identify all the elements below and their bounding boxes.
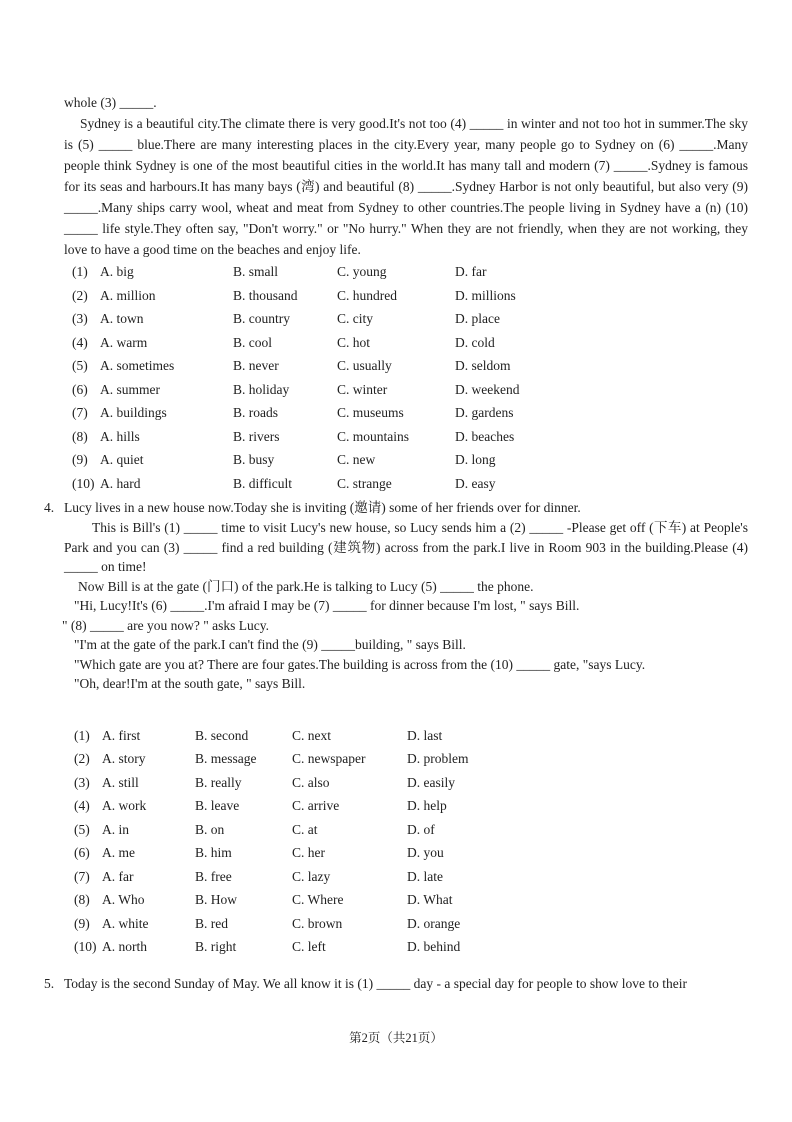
option-b: B. country [233,311,290,326]
option-row [72,260,748,284]
option-c: C. hot [337,334,371,350]
option-row [74,724,748,748]
q4-paragraph-4: " (8) _____ are you now? " asks Lucy. [62,617,269,633]
option-b: B. cool [233,334,272,350]
option-a: A. story [102,751,146,766]
option-c: C. mountains [337,428,410,444]
option-d: D. late [407,868,443,884]
option-row [72,425,748,449]
option-d: D. orange [407,915,461,931]
page-footer: 第2页（共21页） [349,1031,443,1045]
option-c: C. newspaper [292,751,366,766]
option-b: B. him [195,845,232,860]
question-4 [44,497,748,518]
option-number: (7) [74,868,90,884]
option-b: B. never [233,358,279,373]
option-number: (4) [72,334,88,350]
option-c: C. hundred [337,287,397,303]
option-row [74,935,748,959]
option-b: B. message [195,751,257,766]
option-row [72,472,748,496]
option-c: C. strange [337,475,392,491]
option-c: C. at [292,821,318,837]
option-number: (6) [72,381,88,397]
option-number: (8) [74,892,90,907]
option-c: C. young [337,264,387,279]
option-row [72,354,748,378]
option-a: A. million [100,287,156,303]
option-b: B. difficult [233,475,292,491]
option-d: D. far [455,264,487,279]
option-d: D. weekend [455,381,520,397]
q4-paragraph-1: This is Bill's (1) _____ time to visit Lucy's new house, so Lucy sends him a (2) _____ -Please get off (下车) at People's Park and you can (3) _____ find a red building (建筑物) across from the park.I live in Room 903 in the building.Please (4) _____ on time! [64,520,748,574]
option-b: B. holiday [233,381,290,397]
option-number: (5) [72,358,88,373]
option-row [72,331,748,355]
option-row [74,747,748,771]
option-row [74,888,748,912]
q4-paragraph-2: Now Bill is at the gate (门口) of the park.He is talking to Lucy (5) _____ the phone. [78,578,534,594]
option-c: C. arrive [292,798,340,813]
sydney-passage: Sydney is a beautiful city.The climate there is very good.It's not too (4) _____ in winter and not too hot in summer.The sky is (5) _____ blue.There are many interesting places in the city.Every year, many people go to Sydney on (6) _____.Many people think Sydney is one of the most beautiful cities in the world.It has many tall and modern (7) _____.Sydney is famous for its seas and harbours.It has many bays (湾) and beautiful (8) _____.Sydney Harbor is not only beautiful, but also very (9) _____.Many ships carry wool, wheat and meat from Sydney to other countries.The people living in Sydney have a (n) (10) _____ life style.They often say, "Don't worry." or "No hurry." When they are not friendly, when they are not working, they love to have a good time on the beaches and enjoy life. [64,116,748,257]
option-b: B. on [195,821,225,837]
option-a: A. buildings [100,405,167,420]
option-d: D. place [455,311,500,326]
option-number: (10) [72,475,95,491]
option-d: D. seldom [455,358,511,373]
option-b: B. busy [233,452,275,467]
question-5-text: Today is the second Sunday of May. We all know it is (1) _____ day - a special day for people to show love to their [64,975,687,991]
option-row [74,794,748,818]
option-a: A. big [100,264,134,279]
option-a: A. warm [100,334,148,350]
option-number: (8) [72,428,88,444]
option-row [74,912,748,936]
option-number: (1) [72,264,88,279]
options-block-sydney [64,260,748,495]
option-d: D. easily [407,774,455,790]
q4-paragraph-5: "I'm at the gate of the park.I can't find the (9) _____building, " says Bill. [74,637,466,652]
option-row [72,378,748,402]
option-a: A. work [102,798,147,813]
option-a: A. hills [100,428,140,444]
option-number: (1) [74,727,90,743]
option-number: (3) [74,774,90,790]
option-a: A. north [102,939,147,954]
option-number: (4) [74,798,90,813]
option-b: B. How [195,892,238,907]
option-a: A. summer [100,381,160,397]
option-c: C. also [292,774,330,790]
options-block-q4 [64,724,748,959]
option-b: B. leave [195,798,240,813]
option-c: C. lazy [292,868,331,884]
option-number: (2) [72,287,88,303]
question-5 [44,973,748,994]
option-c: C. museums [337,405,404,420]
option-d: D. last [407,727,443,743]
option-a: A. me [102,845,135,860]
option-d: D. gardens [455,405,514,420]
question-5-number: 5. [44,975,55,991]
option-c: C. her [292,845,325,860]
question-4-intro: Lucy lives in a new house now.Today she is inviting (邀请) some of her friends over for dinner. [64,500,581,515]
option-b: B. right [195,939,237,954]
option-a: A. sometimes [100,358,175,373]
option-row [74,865,748,889]
option-number: (9) [74,915,90,931]
option-c: C. new [337,452,376,467]
option-b: B. rivers [233,428,280,444]
option-b: B. thousand [233,287,298,303]
option-row [72,284,748,308]
option-b: B. red [195,915,228,931]
option-d: D. easy [455,475,496,491]
option-number: (10) [74,939,97,954]
option-c: C. usually [337,358,392,373]
option-c: C. Where [292,892,344,907]
option-a: A. town [100,311,144,326]
option-c: C. next [292,727,331,743]
option-d: D. long [455,452,496,467]
cloze3-tail-line: whole (3) _____. [64,95,157,110]
option-a: A. in [102,821,129,837]
option-b: B. second [195,727,249,743]
option-row [72,448,748,472]
option-d: D. problem [407,751,469,766]
option-d: D. What [407,892,453,907]
option-a: A. hard [100,475,141,491]
option-number: (2) [74,751,90,766]
option-d: D. cold [455,334,495,350]
option-number: (5) [74,821,90,837]
option-number: (6) [74,845,90,860]
option-a: A. Who [102,892,145,907]
option-number: (9) [72,452,88,467]
option-b: B. roads [233,405,278,420]
option-row [74,818,748,842]
q4-paragraph-3: "Hi, Lucy!It's (6) _____.I'm afraid I may be (7) _____ for dinner because I'm lost, " says Bill. [74,598,580,613]
option-a: A. still [102,774,139,790]
option-a: A. quiet [100,452,144,467]
option-a: A. far [102,868,134,884]
q4-paragraph-6: "Which gate are you at? There are four gates.The building is across from the (10) _____ gate, "says Lucy. [74,656,646,672]
option-row [74,771,748,795]
q4-paragraph-7: "Oh, dear!I'm at the south gate, " says Bill. [74,676,306,691]
option-b: B. small [233,264,279,279]
option-a: A. first [102,727,141,743]
option-row [72,401,748,425]
option-b: B. really [195,774,242,790]
option-b: B. free [195,868,232,884]
option-d: D. behind [407,939,461,954]
option-d: D. millions [455,287,516,303]
page-content [44,92,748,994]
option-number: (7) [72,405,88,420]
option-a: A. white [102,915,149,931]
option-c: C. winter [337,381,388,397]
option-row [72,307,748,331]
option-c: C. brown [292,915,343,931]
option-row [74,841,748,865]
option-c: C. city [337,311,373,326]
option-d: D. help [407,798,447,813]
option-c: C. left [292,939,326,954]
option-d: D. you [407,845,444,860]
option-d: D. of [407,821,435,837]
option-d: D. beaches [455,428,515,444]
question-4-number: 4. [44,500,55,515]
option-number: (3) [72,311,88,326]
